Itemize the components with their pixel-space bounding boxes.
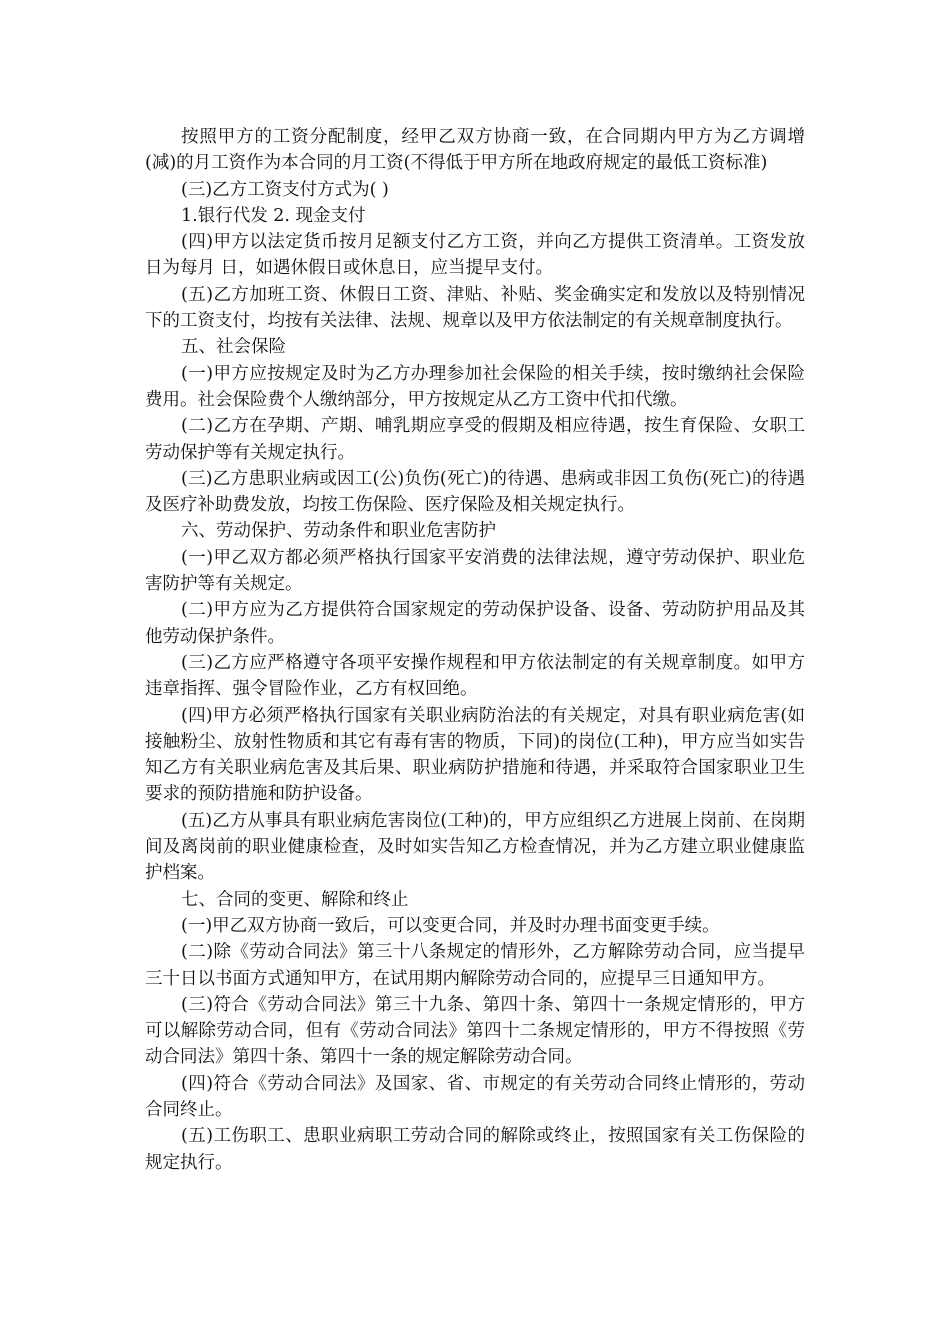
paragraph-contract-modification: (一)甲乙双方协商一致后，可以变更合同，并及时办理书面变更手续。 xyxy=(181,915,720,936)
paragraph-employer-termination: (三)符合《劳动合同法》第三十九条、第四十条、第四十一条规定情形的，甲方可以解除劳动合同，但有《劳动合同法》第四十二条规定情形的，甲方不得按照《劳动合同法》第四十条、第四十一条的规定解除劳动合同。 xyxy=(145,994,805,1068)
paragraph-occupational-disease-prevention: (四)甲方必须严格执行国家有关职业病防治法的有关规定，对具有职业病危害(如接触粉尘、放射性物质和其它有毒有害的物质，下同)的岗位(工种)，甲方应当如实告知乙方有关职业病危害及其后果、职业病防护措施和待遇，并采取符合国家职业卫生要求的预防措施和防护设备。 xyxy=(145,705,805,805)
section-heading-labor-protection: 六、劳动保护、劳动条件和职业危害防护 xyxy=(181,521,496,542)
paragraph-overtime-pay: (五)乙方加班工资、休假日工资、津贴、补贴、奖金确实定和发放以及特别情况下的工资支付，均按有关法律、法规、规章以及甲方依法制定的有关规章制度执行。 xyxy=(145,284,805,332)
paragraph-monthly-payment: (四)甲方以法定货币按月足额支付乙方工资，并向乙方提供工资清单。工资发放日为每月 日，如遇休假日或休息日，应当提早支付。 xyxy=(145,232,805,279)
section-heading-social-insurance: 五、社会保险 xyxy=(181,337,286,358)
paragraph-operating-rules: (三)乙方应严格遵守各项平安操作规程和甲方依法制定的有关规章制度。如甲方违章指挥、强令冒险作业，乙方有权回绝。 xyxy=(145,652,805,700)
section-heading-contract-changes: 七、合同的变更、解除和终止 xyxy=(181,889,409,910)
paragraph-occupational-injury: (三)乙方患职业病或因工(公)负伤(死亡)的待遇、患病或非因工负伤(死亡)的待遇及医疗补助费发放，均按工伤保险、医疗保险及相关规定执行。 xyxy=(145,468,805,516)
paragraph-employee-termination: (二)除《劳动合同法》第三十八条规定的情形外，乙方解除劳动合同，应当提早三十日以书面方式通知甲方，在试用期内解除劳动合同的，应提早三日通知甲方。 xyxy=(145,942,805,989)
paragraph-wage-payment-method: (三)乙方工资支付方式为( ) xyxy=(181,179,389,200)
paragraph-protective-equipment: (二)甲方应为乙方提供符合国家规定的劳动保护设备、设备、劳动防护用品及其他劳动保护条件。 xyxy=(145,600,805,647)
paragraph-wage-determination: 按照甲方的工资分配制度，经甲乙双方协商一致，在合同期内甲方为乙方调增(减)的月工资作为本合同的月工资(不得低于甲方所在地政府规定的最低工资标准) xyxy=(145,127,805,174)
paragraph-insurance-contributions: (一)甲方应按规定及时为乙方办理参加社会保险的相关手续，按时缴纳社会保险费用。社会保险费个人缴纳部分，甲方按规定从乙方工资中代扣代缴。 xyxy=(145,363,805,410)
paragraph-work-injury-termination: (五)工伤职工、患职业病职工劳动合同的解除或终止，按照国家有关工伤保险的规定执行。 xyxy=(145,1126,805,1173)
paragraph-payment-options: 1.银行代发 2. 现金支付 xyxy=(181,205,366,226)
paragraph-maternity-benefits: (二)乙方在孕期、产期、哺乳期应享受的假期及相应待遇，按生育保险、女职工劳动保护等有关规定执行。 xyxy=(145,416,805,463)
paragraph-health-examinations: (五)乙方从事具有职业病危害岗位(工种)的，甲方应组织乙方进展上岗前、在岗期间及离岗前的职业健康检查，及时如实告知乙方检查情况，并为乙方建立职业健康监护档案。 xyxy=(145,810,805,884)
paragraph-contract-expiry: (四)符合《劳动合同法》及国家、省、市规定的有关劳动合同终止情形的，劳动合同终止。 xyxy=(145,1073,805,1120)
document-body xyxy=(145,124,805,1176)
paragraph-safety-regulations: (一)甲乙双方都必须严格执行国家平安消费的法律法规，遵守劳动保护、职业危害防护等有关规定。 xyxy=(145,547,805,595)
